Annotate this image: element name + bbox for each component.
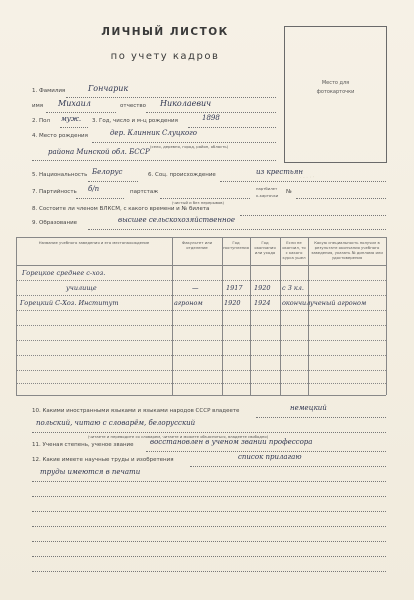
sex-value: муж. bbox=[61, 115, 82, 123]
photo-caption: Место для фотокарточки bbox=[316, 80, 355, 95]
party-card-label-b: к-карточки bbox=[256, 193, 279, 198]
first-name-label: имя bbox=[32, 103, 44, 109]
col-header-end-year: Год окончания или ухода bbox=[254, 240, 276, 255]
languages-value-line2: польский, читаю с словарём, белорусский bbox=[36, 419, 196, 427]
komsomol-label: 8. Состоите ли членом ВЛКСМ, с какого времени и № билета bbox=[32, 206, 210, 212]
works-value: список прилагаю bbox=[238, 453, 302, 461]
languages-value: немецкий bbox=[290, 404, 327, 412]
surname-label: 1. Фамилия bbox=[32, 88, 66, 94]
col-header-institution: Название учебного заведения и его местонахождение bbox=[38, 240, 150, 245]
degree-value: восстановлен в ученом звании профессора bbox=[150, 438, 313, 446]
social-origin-value: из крестьян bbox=[256, 168, 303, 176]
table-row-3-faculty: агроном bbox=[174, 299, 203, 307]
table-row-1-institution: Горецкое среднее с-хоз. bbox=[22, 269, 106, 277]
languages-note: (читаете и переводите со словарем, читаете и можете объясняться, владеете свободно) bbox=[88, 434, 269, 439]
birthplace-value-line2: района Минской обл. БССР bbox=[48, 148, 150, 156]
birthplace-value: дер. Клинник Слуцкого bbox=[110, 129, 197, 137]
birthplace-label: 4. Место рождения bbox=[32, 133, 88, 139]
birth-year-value: 1898 bbox=[202, 114, 220, 122]
party-card-number-label: № bbox=[286, 189, 292, 195]
sex-label: 2. Пол bbox=[32, 118, 51, 124]
table-row-2-end: 1920 bbox=[254, 284, 271, 292]
table-row-3-left: окончил bbox=[282, 299, 311, 307]
col-header-faculty: Факультет или отделение bbox=[181, 240, 213, 250]
table-row-2-faculty: — bbox=[192, 284, 199, 292]
languages-label: 10. Какими иностранными языками и языками народов СССР владеете bbox=[32, 408, 240, 414]
social-origin-label: 6. Соц. происхождение bbox=[148, 172, 216, 178]
page-subtitle: по учету кадров bbox=[110, 51, 220, 62]
party-card-label: партбилет bbox=[256, 186, 278, 191]
table-row-3-institution: Горецкий С-Хоз. Институт bbox=[20, 299, 119, 307]
works-value-line2: труды имеются в печати bbox=[40, 468, 141, 476]
nationality-label: 5. Национальность bbox=[32, 172, 88, 178]
patronymic-label: отчество bbox=[120, 103, 147, 109]
table-row-2-institution: училище bbox=[66, 284, 97, 292]
col-header-specialty: Какую специальность получил в результате окончания учебного заведения, указать № диплома или удостоверения bbox=[311, 240, 383, 260]
education-label: 9. Образование bbox=[32, 220, 78, 226]
photo-placeholder-box bbox=[284, 26, 387, 163]
education-table bbox=[16, 237, 386, 395]
table-row-2-start: 1917 bbox=[226, 284, 243, 292]
table-row-2-left: с 3 кл. bbox=[282, 284, 304, 292]
page-title: ЛИЧНЫЙ ЛИСТОК bbox=[101, 26, 229, 38]
nationality-value: Белорус bbox=[92, 168, 123, 176]
table-row-3-specialty: ученый агроном bbox=[310, 299, 367, 307]
first-name-value: Михаил bbox=[58, 99, 91, 108]
party-label: 7. Партийность bbox=[32, 189, 77, 195]
faint-stamp-mark: · · · · · bbox=[299, 174, 315, 182]
party-value: б/п bbox=[88, 185, 100, 193]
works-label: 12. Какие имеете научные труды и изобретения bbox=[32, 457, 174, 463]
birthplace-note: (село, деревня, город, район, область) bbox=[150, 144, 229, 149]
birth-date-label: 3. Год, число и м-ц рождения bbox=[92, 118, 178, 124]
party-tenure-note: (чистый и без перерывов) bbox=[172, 200, 224, 205]
col-header-start-year: Год поступления bbox=[223, 240, 249, 250]
degree-label: 11. Ученая степень, ученое звание bbox=[32, 442, 134, 448]
patronymic-value: Николаевич bbox=[160, 99, 212, 108]
party-tenure-label: партстаж bbox=[130, 189, 159, 195]
col-header-left-course: Если не окончил, то с какого курса ушел bbox=[282, 240, 306, 260]
surname-value: Гончарик bbox=[88, 84, 129, 93]
education-value: высшее сельскохозяйственное bbox=[118, 216, 235, 224]
table-row-3-start: 1920 bbox=[224, 299, 241, 307]
table-row-3-end: 1924 bbox=[254, 299, 271, 307]
